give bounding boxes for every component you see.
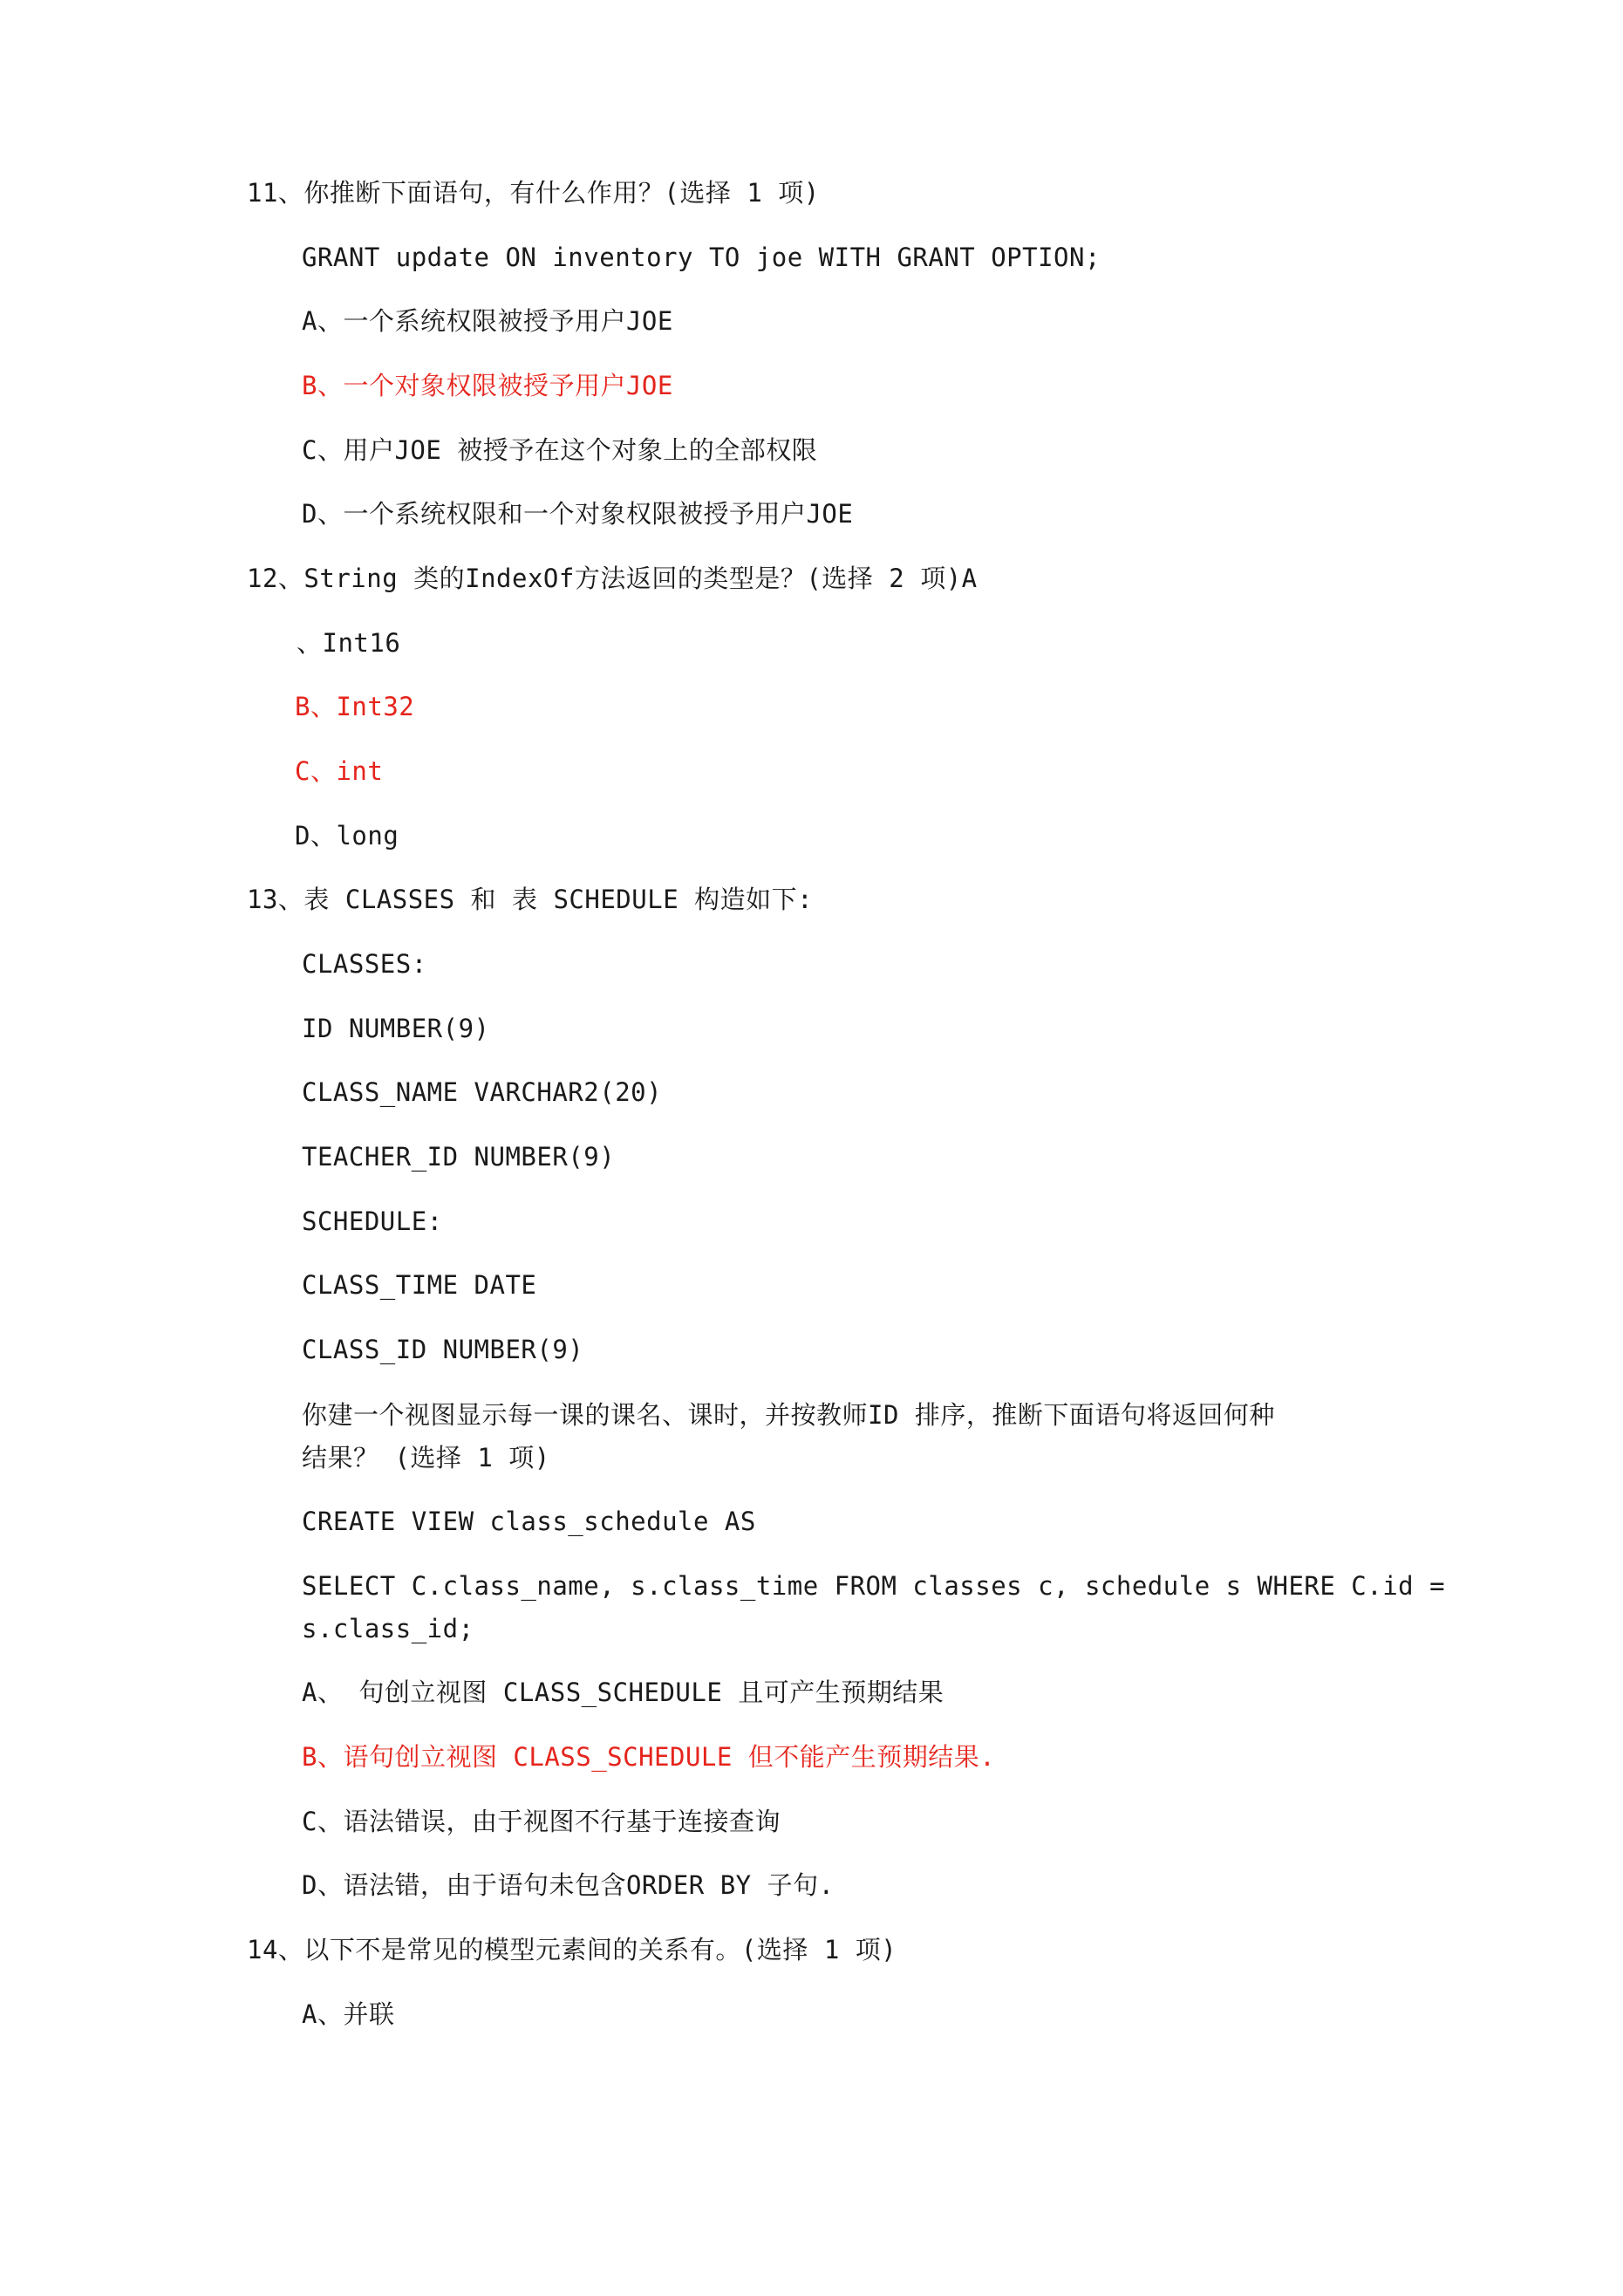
question-12-option-b: B、Int32 bbox=[295, 692, 415, 721]
question-14-option-a: A、并联 bbox=[302, 1999, 395, 2029]
question-13-column-id: ID NUMBER(9) bbox=[302, 1014, 490, 1043]
question-11-option-b: B、一个对象权限被授予用户JOE bbox=[302, 371, 673, 400]
question-13-sql-create: CREATE VIEW class_schedule AS bbox=[302, 1507, 756, 1536]
question-13-sql-select-line-1: SELECT C.class_name, s.class_time FROM classes c, schedule s WHERE C.id = bbox=[302, 1571, 1446, 1601]
question-13-prompt-line-2: 结果？ (选择 1 项) bbox=[302, 1443, 550, 1473]
question-13-text: 13、表 CLASSES 和 表 SCHEDULE 构造如下: bbox=[247, 885, 814, 914]
question-12-option-c: C、int bbox=[295, 756, 384, 786]
question-12-text: 12、String 类的IndexOf方法返回的类型是？(选择 2 项)A bbox=[247, 564, 978, 593]
question-13-sql-select-line-2: s.class_id; bbox=[302, 1614, 474, 1643]
question-14-text: 14、以下不是常见的模型元素间的关系有。(选择 1 项) bbox=[247, 1935, 897, 1965]
question-11-option-c: C、用户JOE 被授予在这个对象上的全部权限 bbox=[302, 435, 818, 465]
question-13-option-c: C、语法错误，由于视图不行基于连接查询 bbox=[302, 1807, 781, 1836]
question-13-table-schedule: SCHEDULE: bbox=[302, 1206, 443, 1236]
question-11-text: 11、你推断下面语句，有什么作用？(选择 1 项) bbox=[247, 178, 820, 208]
question-13-option-d: D、语法错，由于语句未包含ORDER BY 子句. bbox=[302, 1870, 835, 1900]
question-11-option-d: D、一个系统权限和一个对象权限被授予用户JOE bbox=[302, 499, 854, 529]
question-13-column-teacher-id: TEACHER_ID NUMBER(9) bbox=[302, 1142, 616, 1172]
question-13-option-b: B、语句创立视图 CLASS_SCHEDULE 但不能产生预期结果. bbox=[302, 1742, 996, 1772]
question-13-prompt-line-1: 你建一个视图显示每一课的课名、课时，并按教师ID 排序，推断下面语句将返回何种 bbox=[302, 1400, 1275, 1430]
question-13-column-class-time: CLASS_TIME DATE bbox=[302, 1270, 537, 1300]
question-13-column-class-name: CLASS_NAME VARCHAR2(20) bbox=[302, 1077, 663, 1107]
question-13-table-classes: CLASSES: bbox=[302, 949, 427, 979]
question-13-column-class-id: CLASS_ID NUMBER(9) bbox=[302, 1335, 584, 1364]
question-11-sql: GRANT update ON inventory TO joe WITH GRANT OPTION; bbox=[302, 243, 1101, 272]
question-13-option-a: A、 句创立视图 CLASS_SCHEDULE 且可产生预期结果 bbox=[302, 1678, 944, 1707]
question-12-option-d: D、long bbox=[295, 821, 399, 851]
question-12-option-a: 、Int16 bbox=[297, 628, 401, 658]
question-11-option-a: A、一个系统权限被授予用户JOE bbox=[302, 306, 673, 336]
